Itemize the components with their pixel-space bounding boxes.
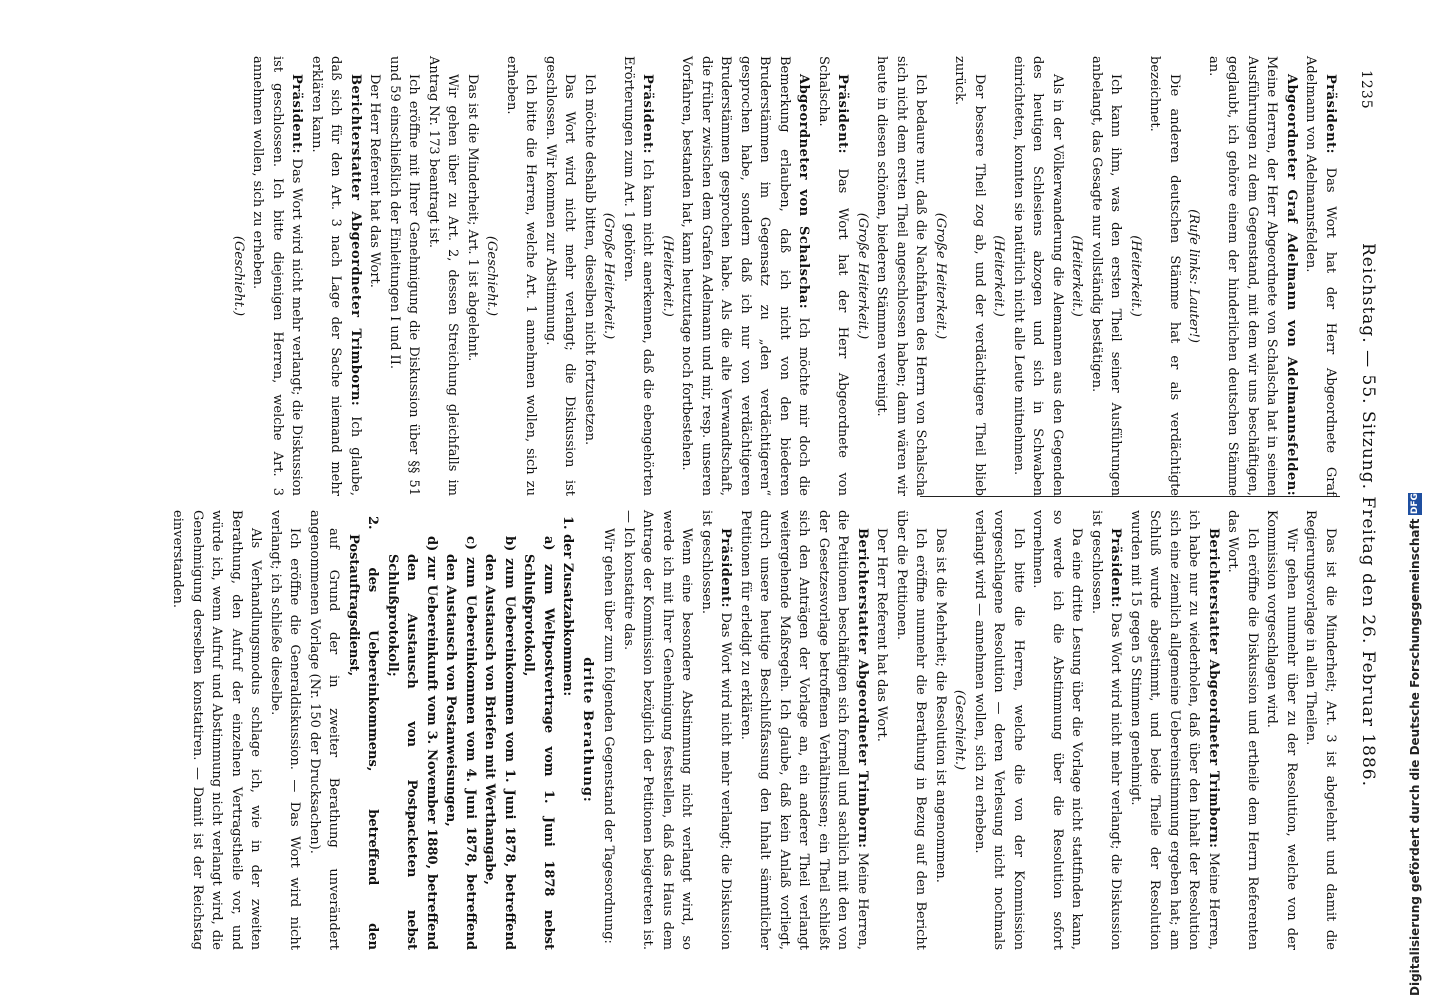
agenda-subitem: c) zum Uebereinkommen vom 4. Juni 1878, betreffend den Austausch von Postanweisungen,	[443, 536, 478, 950]
stage-direction: (Große Heiterkeit.)	[933, 212, 948, 340]
speech-paragraph	[1126, 510, 1224, 950]
stage-direction: (Geschieht.)	[484, 235, 500, 317]
speech-paragraph	[697, 510, 736, 950]
paragraph: Ich eröffne nunmehr die Berathung in Bezug auf den Bericht über die Petitionen.	[894, 510, 929, 950]
speech-text: Ich möchte mir doch die Bemerkung erlauben, daß ich nicht von den biederen Bruderstämmen im Gegensatz zu „den verdächtigeren“ gesprochen habe, sondern daß ich nur von verdächtigeren Bruderstämmen gesprochen habe. Als die alte Verwandtschaft, die früher zwischen dem Grafen Adelmann und mir, resp. unseren Vorfahren, bestanden hat, kann heutzutage noch fortbestehen.	[679, 56, 812, 496]
paragraph: Ich bedaure nur, daß die Nachfahren des Herrn von Schalscha sich nicht dem ersten Theil angeschlossen haben; dann wären wir heute in diesen schönen, biederen Stämmen vereinigt.	[874, 56, 929, 496]
stage-direction: (Heiterkeit.)	[660, 235, 675, 317]
speaker-name: Präsident:	[289, 74, 305, 154]
stage-direction: (Große Heiterkeit.)	[855, 212, 870, 340]
speaker-name: Berichterstatter Abgeordneter Trimborn:	[348, 74, 363, 407]
speech-text: Meine Herren, ich habe nur zu wiederholen, daß über den Inhalt der Resolution sich eine ziemlich allgemeine Uebereinstimmung ergeben hat; am Schluß wurde abgestimmt, und beide Theile der Resolution wurden mit 15 gegen 5 Stimmen genehmigt.	[1128, 510, 1221, 950]
speech-paragraph	[1204, 56, 1302, 496]
left-column	[168, 510, 1340, 950]
paragraph: Das Wort wird nicht mehr verlangt; die Diskussion ist geschlossen. Wir kommen zur Abstimmung.	[543, 56, 578, 496]
digitization-credit	[1408, 493, 1422, 996]
paragraph: Ich eröffne mit Ihrer Genehmigung die Diskussion über §§ 51 und 59 einschließlich der Einleitungen I und II.	[387, 56, 422, 496]
stage-direction: (Heiterkeit.)	[1128, 235, 1143, 317]
agenda-subitem: d) zur Uebereinkunft vom 3. November 1880, betreffend den Austausch von Postpacketen nebst Schlußprotokoll;	[385, 536, 439, 950]
paragraph: Als Verhandlungsmodus schlage ich, wie in der zweiten Berathung, den Aufruf der einzelnen Vertragstheile vor, und würde ich, wenn Aufruf und Abstimmung nicht verlangt wird, die Genehmigung derselben konstatiren. — Damit ist der Reichstag einverstanden.	[170, 510, 264, 950]
speech-paragraph	[307, 56, 366, 496]
paragraph: Der Herr Referent hat das Wort.	[367, 74, 383, 288]
stage-direction: (Große Heiterkeit.)	[601, 212, 617, 340]
speech-text: Meine Herren, die Petitionen beschäftigen sich formell und sachlich mit den von der Gesetzesvorlage betroffenen Verhältnissen; ein Theil schließt sich den Anträgen der Vorlage an, ein anderer Theil verlangt weitergehende Maßregeln. Ich glaube, daß kein Anlaß vorliegt, durch unsere heutige Beschlußfassung den Inhalt sämmtlicher Petitionen für erledigt zu erklären.	[738, 510, 870, 950]
paragraph: Der Herr Referent hat das Wort.	[874, 528, 890, 742]
speech-paragraph	[248, 56, 307, 496]
speech-text: Das Wort hat der Herr Abgeordnete von Schalscha.	[816, 56, 851, 496]
speech-text: Das Wort wird nicht mehr verlangt; die Diskussion ist geschlossen.	[1089, 510, 1124, 950]
credit-text: Digitalisierung gefördert durch die Deutsche Forschungsgemeinschaft	[1408, 518, 1422, 996]
speaker-name: Präsident:	[1108, 528, 1124, 608]
stage-direction: (Heiterkeit.)	[991, 235, 1007, 317]
paragraph: Ich eröffne die Generaldiskussion. — Das Wort wird nicht verlangt; ich schließe dieselbe.	[268, 510, 303, 950]
speaker-name: Präsident:	[835, 74, 851, 154]
speech-text: Das Wort wird nicht mehr verlangt; die Diskussion ist geschlossen. Ich bitte diejenigen Herren, welche Art. 3 annehmen wollen, sich zu erheben.	[250, 56, 305, 496]
speech-paragraph	[1087, 510, 1126, 950]
paragraph: Wir gehen über zum folgenden Gegenstand der Tagesordnung:	[601, 528, 617, 944]
page-number: 1235	[1358, 70, 1374, 110]
speaker-name: Berichterstatter Abgeordneter Trimborn:	[1206, 528, 1221, 849]
stage-direction: (Geschieht.)	[231, 235, 246, 317]
speaker-name: Abgeordneter von Schalscha:	[796, 74, 812, 310]
paragraph: Wenn eine besondere Abstimmung nicht verlangt wird, so werde ich mit Ihrer Genehmigung feststellen, daß das Haus dem Antrage der Kommission bezüglich der Petitionen beigetreten ist. — Ich konstatire das.	[621, 510, 695, 950]
speech-paragraph	[814, 56, 853, 496]
paragraph: Ich bitte die Herren, welche Art. 1 annehmen wollen, sich zu erheben.	[504, 56, 539, 496]
speech-text: Das Wort hat der Herr Abgeordnete Graf Adelmann von Adelmannsfelden.	[1303, 56, 1338, 496]
speech-text: Ich kann nicht anerkennen, daß die ebengehörten Erörterungen zum Art. 1 gehören.	[621, 56, 656, 496]
speech-paragraph	[619, 56, 658, 496]
speech-text: Das Wort wird nicht mehr verlangt; die Diskussion ist geschlossen.	[699, 510, 734, 950]
agenda-item: 1. der Zusatzabkommen:	[560, 516, 576, 697]
paragraph: Das ist die Minderheit; Art. 3 ist abgelehnt und damit die Regierungsvorlage in allen Theilen.	[1303, 510, 1338, 950]
paragraph: auf Grund der in zweiter Berathung unverändert angenommenen Vorlage (Nr. 150 der Drucksachen).	[307, 510, 342, 950]
paragraph: Das ist die Mehrheit; die Resolution ist angenommen.	[933, 528, 948, 883]
column-divider	[920, 496, 1340, 497]
paragraph: Ich bitte die Herren, welche die von der Kommission vorgeschlagene Resolution — deren Verlesung nicht nochmals verlangt wird — annehmen wollen, sich zu erheben.	[972, 510, 1026, 950]
agenda-subitem: a) zum Weltpostvertrage vom 1. Juni 1878 nebst Schlußprotokoll,	[521, 536, 556, 950]
speaker-name: Berichterstatter Abgeordneter Trimborn:	[855, 528, 870, 849]
stage-direction: (Rufe links: Lauter!)	[1186, 209, 1202, 343]
speech-text: Ich glaube, daß sich für den Art. 3 nach Lage der Sache niemand mehr erklären kann.	[309, 56, 363, 496]
section-heading: dritte Berathung:	[580, 657, 595, 803]
agenda-subitem: b) zum Uebereinkommen vom 1. Juni 1878, betreffend den Austausch von Briefen mit Werthangabe,	[482, 536, 517, 950]
speech-paragraph	[677, 56, 814, 496]
right-column	[229, 56, 1341, 496]
speech-text: Meine Herren, der Herr Abgeordnete von Schalscha hat in seinen Ausführungen zu dem Gegenstand, mit dem wir uns beschäftigen, geglaubt, ich gehöre einem der hinderlichen deutschen Stämme an.	[1206, 56, 1280, 496]
speech-paragraph	[1301, 56, 1340, 496]
paragraph: Ich kann ihm, was den ersten Theil seiner Ausführungen anbelangt, das Gesagte nur vollständig bestätigen.	[1089, 56, 1124, 496]
speech-paragraph	[736, 510, 873, 950]
stage-direction: (Geschieht.)	[952, 689, 968, 771]
paragraph: Als in der Völkerwanderung die Alemannen aus den Gegenden des heutigen Schlesiens abzogen und sich in Schwaben einrichteten, konnten sie natürlich nicht alle Leute mitnehmen.	[1011, 56, 1065, 496]
paragraph: Wir gehen nunmehr über zu der Resolution, welche von der Kommission vorgeschlagen wird.	[1264, 510, 1299, 950]
agenda-item: 2. des Uebereinkommens, betreffend den Postauftragsdienst,	[346, 516, 381, 950]
paragraph: Ich eröffne die Diskussion und ertheile dem Herrn Referenten das Wort.	[1225, 510, 1260, 950]
dfg-logo: DFG	[1410, 493, 1420, 515]
stage-direction: (Heiterkeit.)	[1069, 235, 1085, 317]
paragraph: Der bessere Theil zog ab, und der verdächtigere Theil blieb zurück.	[952, 56, 987, 496]
speaker-name: Präsident:	[1323, 74, 1338, 154]
speaker-name: Präsident:	[640, 74, 656, 154]
paragraph: Da eine dritte Lesung über die Vorlage nicht stattfinden kann, so werde ich die Abstimmung über die Resolution sofort vornehmen.	[1030, 510, 1085, 950]
running-head	[1348, 70, 1378, 960]
paragraph: Das ist die Minderheit; Art. 1 ist abgelehnt.	[465, 74, 480, 362]
paragraph: Ich möchte deshalb bitten, dieselben nicht fortzusetzen.	[582, 74, 597, 446]
speaker-name: Präsident:	[718, 528, 734, 608]
paragraph: Wir gehen über zu Art. 2, dessen Streichung gleichfalls im Antrag Nr. 173 beantragt ist.	[426, 56, 461, 496]
paragraph: Die anderen deutschen Stämme hat er als verdächtigte bezeichnet.	[1147, 56, 1182, 496]
speaker-name: Abgeordneter Graf Adelmann von Adelmannsfelden:	[1284, 74, 1299, 496]
page-title: Reichstag. — 55. Sitzung. Freitag den 26. Februar 1886.	[1358, 242, 1378, 788]
